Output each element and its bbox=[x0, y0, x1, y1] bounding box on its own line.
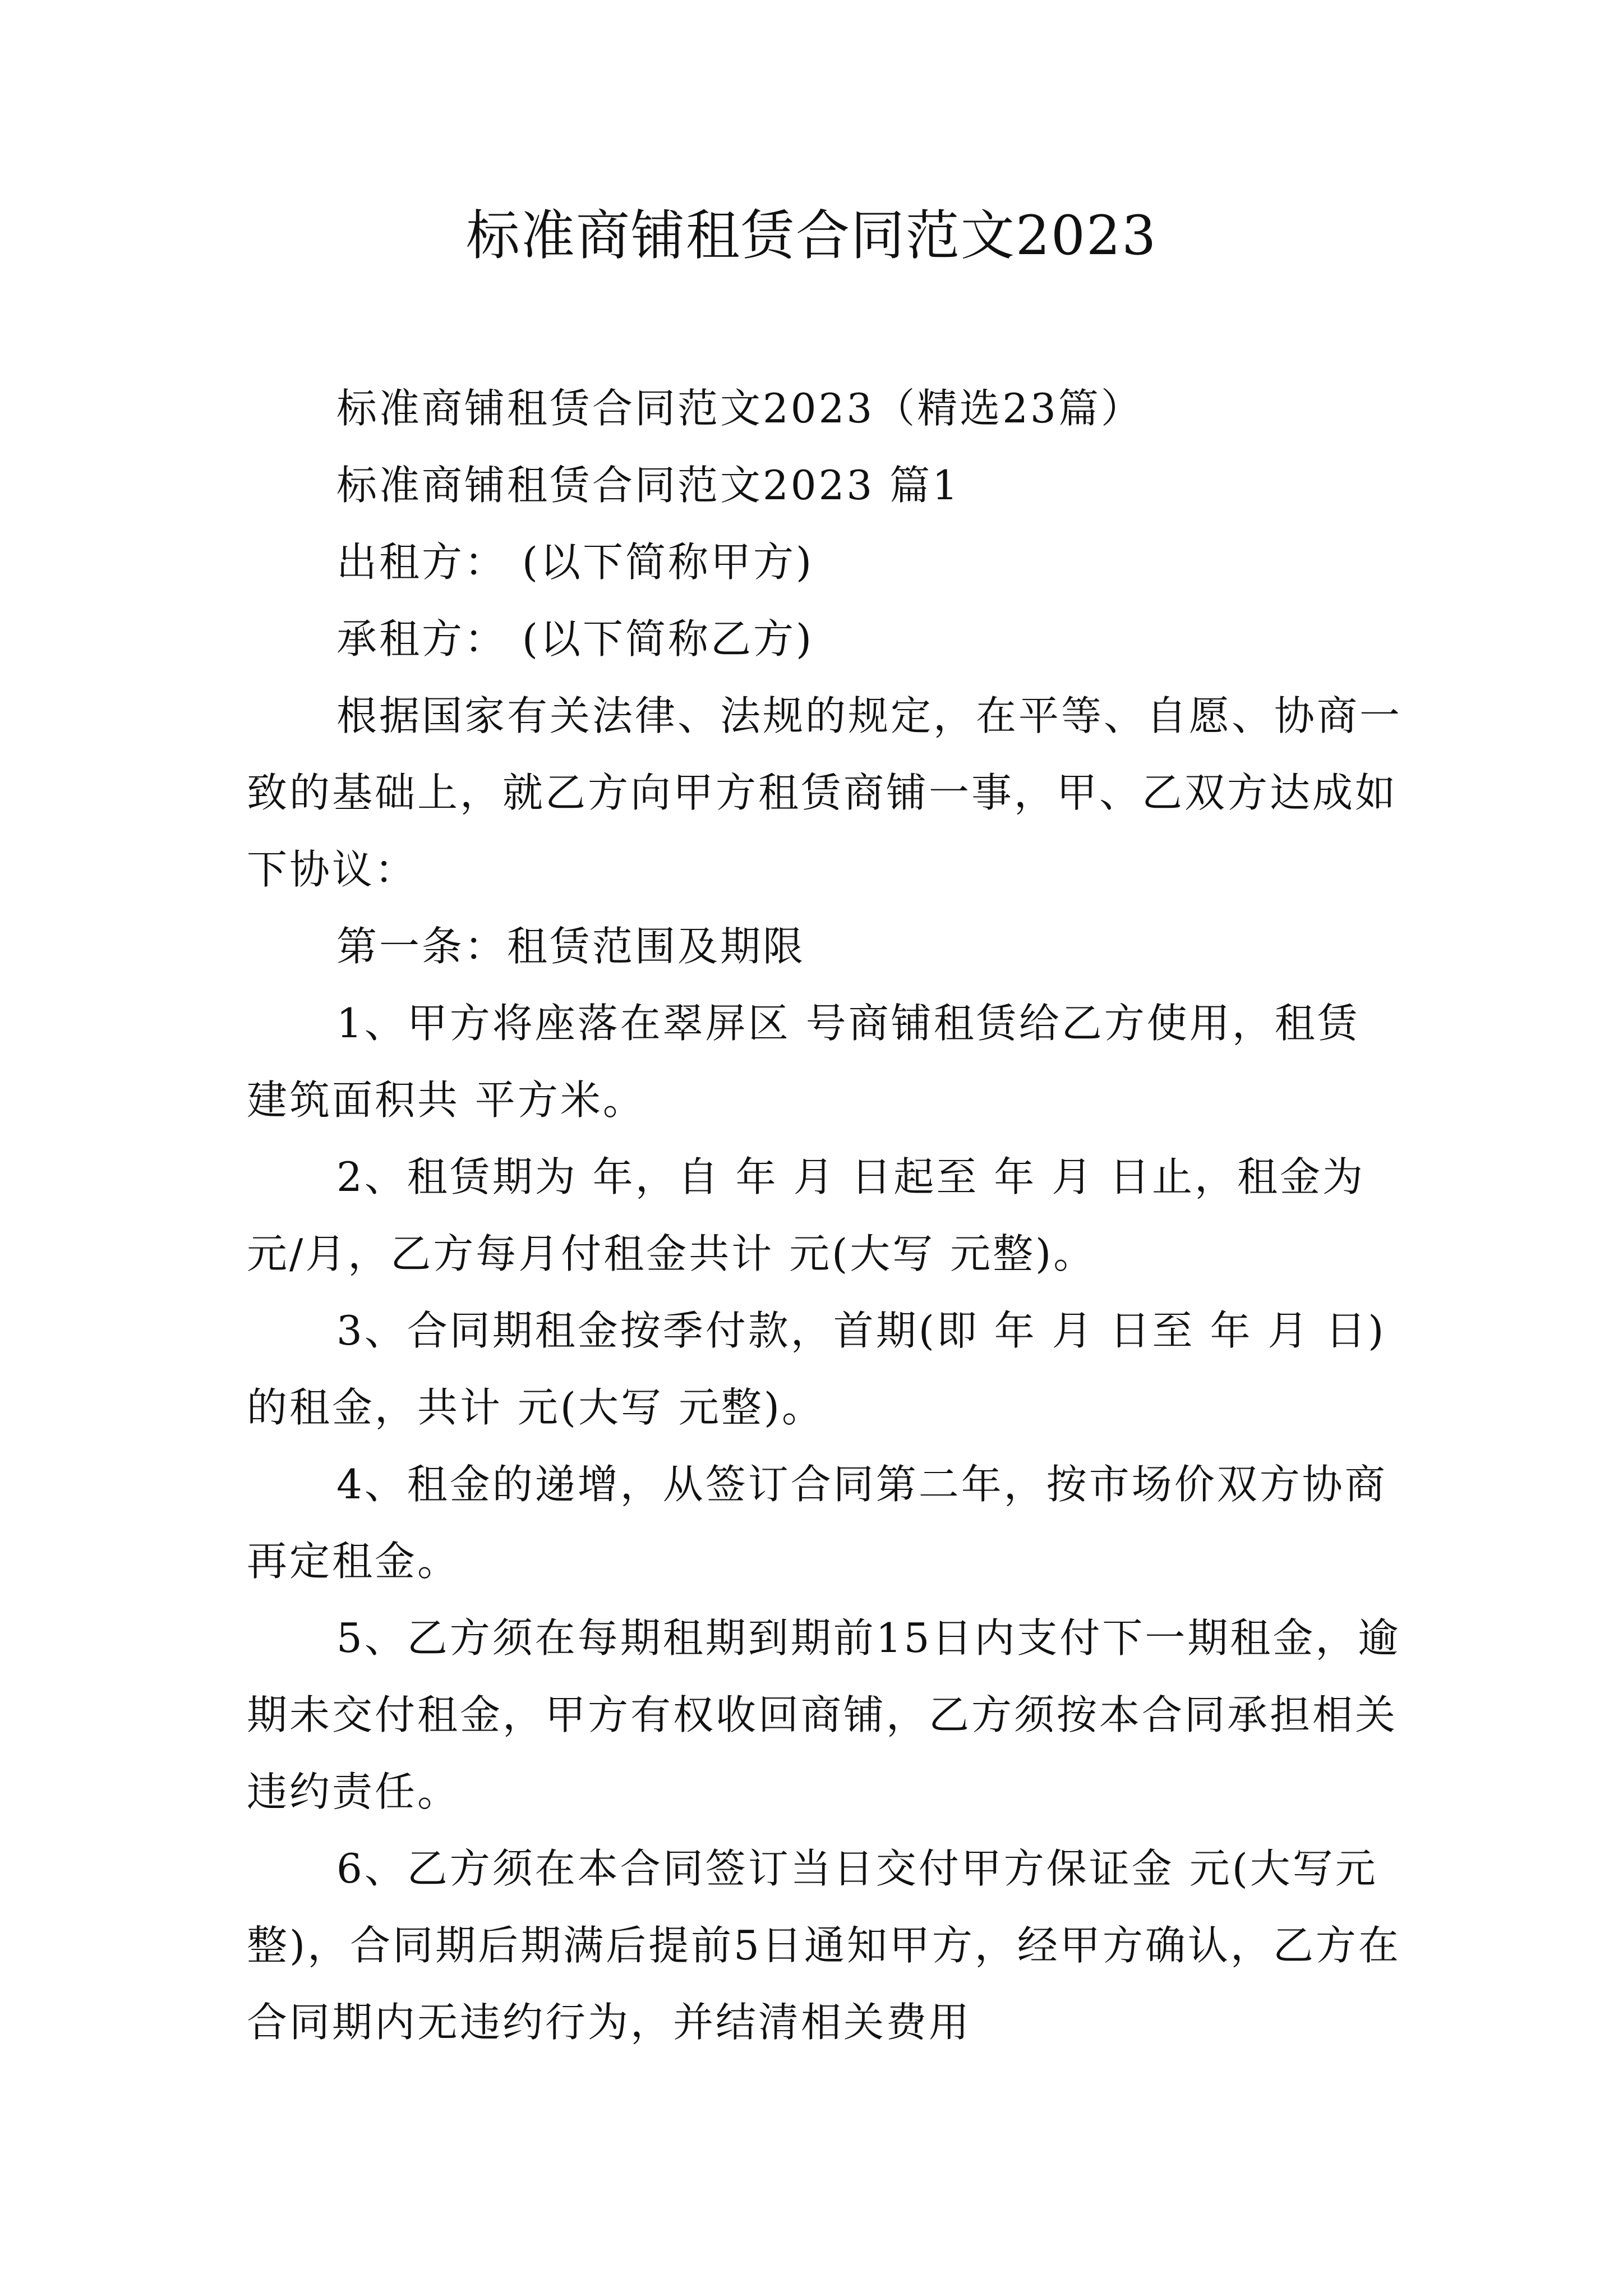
paragraph-clause-2: 2、租赁期为 年，自 年 月 日起至 年 月 日止，租金为 元/月，乙方每月付租金共计 元(大写 元整)。 bbox=[247, 1153, 1366, 1277]
paragraph-clause-4: 4、租金的递增，从签订合同第二年，按市场价双方协商再定租金。 bbox=[247, 1461, 1387, 1585]
document-body bbox=[247, 370, 1402, 2061]
paragraph-lessee: 承租方： (以下简称乙方) bbox=[336, 615, 814, 662]
document-title: 标准商铺租赁合同范文2023 bbox=[465, 204, 1158, 267]
paragraph-clause-6: 6、乙方须在本合同签订当日交付甲方保证金 元(大写元整)，合同期后期满后提前5日通知甲方，经甲方确认，乙方在合同期内无违约行为，并结清相关费用 bbox=[247, 1845, 1401, 2046]
paragraph-article-one-heading: 第一条：租赁范围及期限 bbox=[336, 923, 806, 970]
paragraph-preamble: 根据国家有关法律、法规的规定，在平等、自愿、协商一致的基础上，就乙方向甲方租赁商铺一事，甲、乙双方达成如下协议： bbox=[247, 692, 1403, 893]
paragraph-clause-5: 5、乙方须在每期租期到期前15日内支付下一期租金，逾期未交付租金，甲方有权收回商铺，乙方须按本合同承担相关违约责任。 bbox=[247, 1614, 1401, 1815]
paragraph-clause-1: 1、甲方将座落在翠屏区 号商铺租赁给乙方使用，租赁建筑面积共 平方米。 bbox=[247, 1000, 1360, 1124]
paragraph-subtitle: 标准商铺租赁合同范文2023（精选23篇） bbox=[336, 385, 1144, 432]
paragraph-lessor: 出租方： (以下简称甲方) bbox=[336, 539, 814, 586]
paragraph-section-heading: 标准商铺租赁合同范文2023 篇1 bbox=[336, 462, 960, 509]
paragraph-clause-3: 3、合同期租金按季付款，首期(即 年 月 日至 年 月 日)的租金，共计 元(大写 元整)。 bbox=[247, 1307, 1386, 1431]
